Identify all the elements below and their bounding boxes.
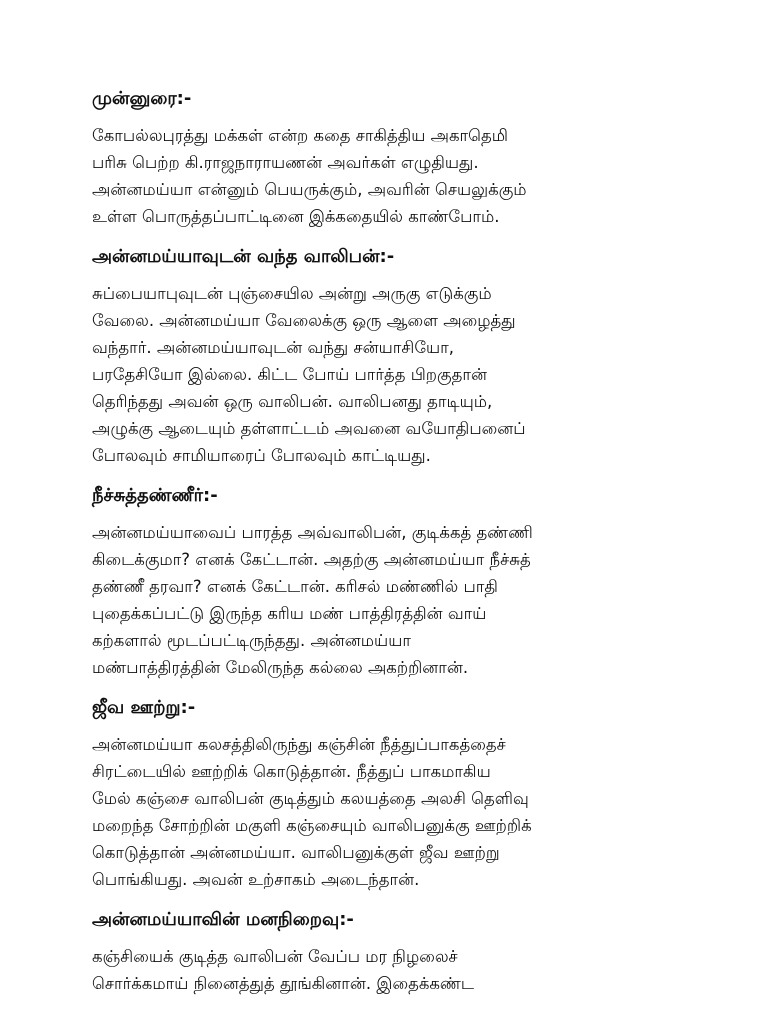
text-line: வந்தார். அன்னமய்யாவுடன் வந்து சன்யாசியோ, [92, 338, 455, 357]
text-line: அன்னமய்யாவைப் பாரத்த அவ்வாலிபன், குடிக்கத் தண்ணி [92, 523, 533, 542]
document-page [92, 86, 712, 1011]
text-line: தெரிந்தது அவன் ஒரு வாலிபன். வாலிபனது தாடியும், [92, 392, 493, 411]
text-line: பொங்கியது. அவன் உற்சாகம் அடைந்தான். [92, 870, 420, 889]
section-paragraph-spring-of-life [92, 731, 712, 893]
text-line: கொடுத்தான் அன்னமய்யா. வாலிபனுக்குள் ஜீவ ஊற்று [92, 843, 500, 862]
section-heading-contentment: அன்னமய்யாவின் மனநிறைவு:- [92, 909, 354, 930]
text-line: கிடைக்குமா? எனக் கேட்டான். அதற்கு அன்னமய்யா நீச்சுத் [92, 550, 531, 569]
section-paragraph-introduction [92, 122, 712, 230]
text-line: பரதேசியோ இல்லை. கிட்ட போய் பார்த்த பிறகுதான் [92, 365, 487, 384]
text-line: வேலை. அன்னமய்யா வேலைக்கு ஒரு ஆளை அழைத்து [92, 311, 516, 330]
section-paragraph-neechu-water [92, 519, 712, 681]
text-line: கற்களால் மூடப்பட்டிருந்தது. அன்னமய்யா [92, 631, 411, 650]
section-paragraph-youth-with-annamayya [92, 280, 712, 469]
text-line: அன்னமய்யா என்னும் பெயருக்கும், அவரின் செயலுக்கும் [92, 180, 527, 199]
text-line: கோபல்லபுரத்து மக்கள் என்ற கதை சாகித்திய அகாதெமி [92, 126, 508, 145]
section-heading-neechu-water: நீச்சுத்தண்ணீர்:- [92, 485, 218, 506]
text-line: மேல் கஞ்சை வாலிபன் குடித்தும் கலயத்தை அலசி தெளிவு [92, 789, 529, 808]
text-line: மண்பாத்திரத்தின் மேலிருந்த கல்லை அகற்றினான். [92, 658, 469, 677]
text-line: மறைந்த சோற்றின் மகுளி கஞ்சையும் வாலிபனுக்கு ஊற்றிக் [92, 816, 532, 835]
text-line: சிரட்டையில் ஊற்றிக் கொடுத்தான். நீத்துப் பாகமாகிய [92, 762, 491, 781]
section-heading-spring-of-life: ஜீவ ஊற்று:- [92, 697, 196, 718]
text-line: அன்னமய்யா கலசத்திலிருந்து கஞ்சின் நீத்துப்பாகத்தைச் [92, 735, 506, 754]
text-line: போலவும் சாமியாரைப் போலவும் காட்டியது. [92, 446, 431, 465]
text-line: அழுக்கு ஆடையும் தள்ளாட்டம் அவனை வயோதிபனைப் [92, 419, 526, 438]
text-line: சுப்பையாபுவுடன் புஞ்சையில அன்று அருகு எடுக்கும் [92, 284, 492, 303]
section-heading-introduction: முன்னுரை:- [92, 88, 192, 109]
text-line: கஞ்சியைக் குடித்த வாலிபன் வேப்ப மர நிழலைச் [92, 947, 458, 966]
section-paragraph-contentment [92, 943, 712, 997]
section-heading-youth-with-annamayya: அன்னமய்யாவுடன் வந்த வாலிபன்:- [92, 246, 395, 267]
text-line: தண்ணீ தரவா? எனக் கேட்டான். கரிசல் மண்ணில் பாதி [92, 577, 498, 596]
text-line: சொர்க்கமாய் நினைத்துத் தூங்கினான். இதைக்கண்ட [92, 974, 475, 993]
text-line: உள்ள பொருத்தப்பாட்டினை இக்கதையில் காண்போம். [92, 207, 500, 226]
text-line: பரிசு பெற்ற கி.ராஜநாராயணன் அவர்கள் எழுதியது. [92, 153, 479, 172]
text-line: புதைக்கப்பட்டு இருந்த கரிய மண் பாத்திரத்தின் வாய் [92, 604, 487, 623]
